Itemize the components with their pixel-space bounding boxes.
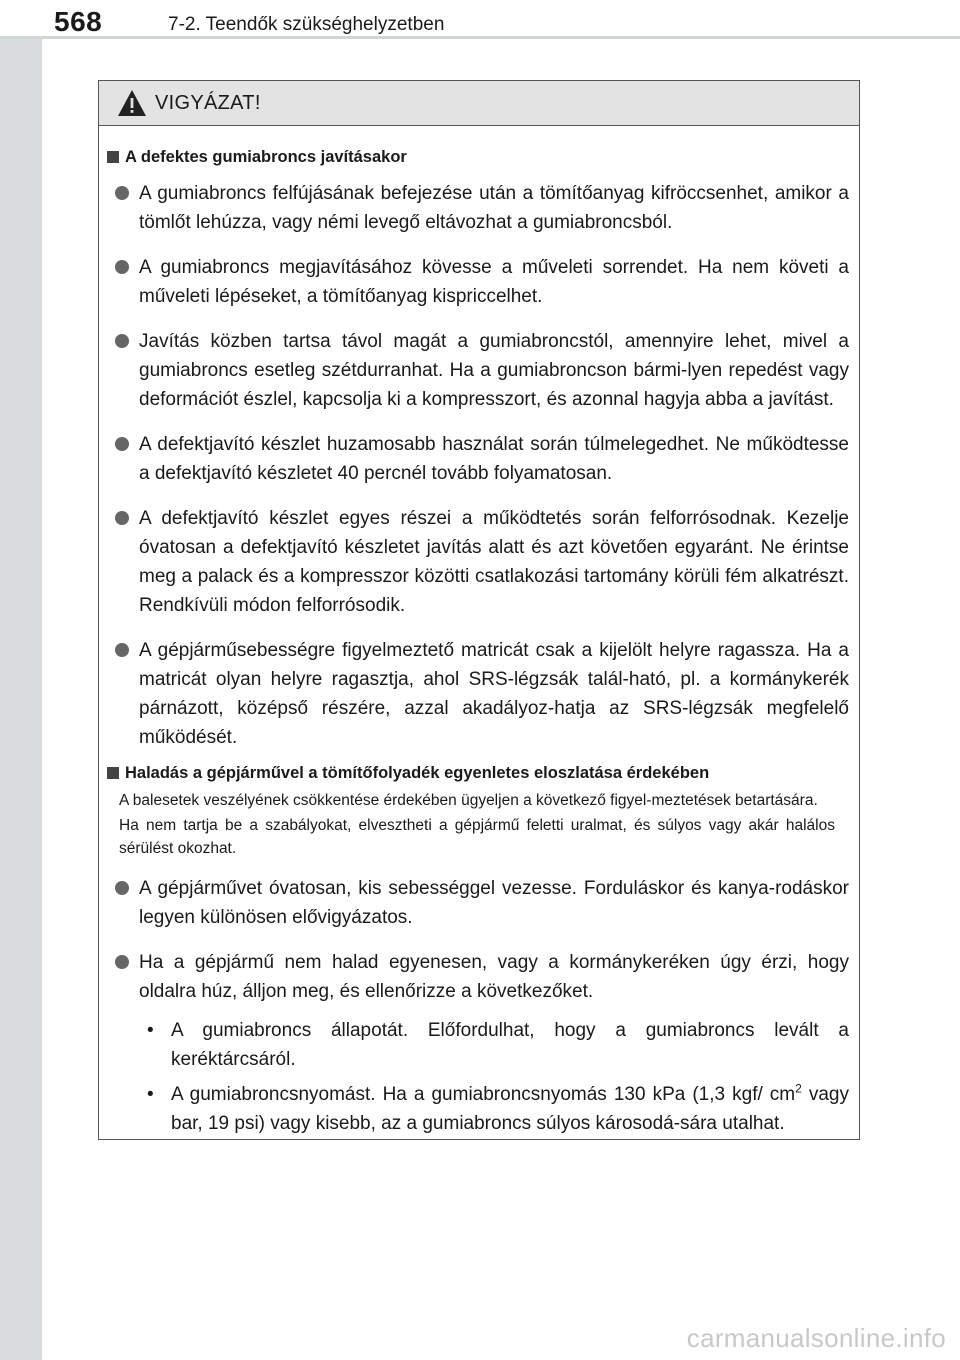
warning-header bbox=[99, 81, 859, 126]
round-bullet-icon bbox=[115, 955, 129, 969]
round-bullet-icon bbox=[115, 881, 129, 895]
list-item bbox=[107, 948, 849, 1006]
subheading-driving bbox=[107, 764, 849, 783]
list-item bbox=[107, 636, 849, 752]
list-item-text: A gumiabroncs felfújásának befejezése után a tömítőanyag kifröccsenhet, amikor a tömlőt lehúzza, vagy némi levegő eltávozhat a gumiabroncsból. bbox=[139, 183, 849, 233]
square-bullet-icon bbox=[107, 767, 119, 779]
round-bullet-icon bbox=[115, 643, 129, 657]
warning-body bbox=[99, 126, 859, 1138]
warning-triangle-icon bbox=[117, 89, 147, 117]
list-item-text: Ha a gépjármű nem halad egyenesen, vagy a kormánykeréken úgy érzi, hogy oldalra húz, álljon meg, és ellenőrizze a következőket. bbox=[139, 952, 849, 1002]
note-text: Ha nem tartja be a szabályokat, elvesztheti a gépjármű feletti uralmat, és súlyos vagy akár halálos sérülést okozhat. bbox=[119, 817, 835, 857]
sub-list-item-text: vagy bar, 19 psi) vagy kisebb, az a gumiabroncs súlyos károsodá-sára utalhat. bbox=[171, 1084, 849, 1134]
list-item-text: A defektjavító készlet egyes részei a működtetés során felforrósodnak. Kezelje óvatosan a defektjavító készletet javítás alatt és azt követően egyaránt. Ne érintse meg a palack és a kompresszor közötti csatlakozási tartomány körüli fém alkatrészt. Rendkívüli módon felforrósodik. bbox=[139, 508, 849, 616]
list-item bbox=[107, 179, 849, 237]
list-item bbox=[107, 327, 849, 414]
superscript: 2 bbox=[795, 1081, 802, 1096]
header-rule bbox=[0, 36, 960, 39]
sub-list-item-text: A gumiabroncs állapotát. Előfordulhat, hogy a gumiabroncs levált a keréktárcsáról. bbox=[171, 1020, 849, 1070]
warning-title: VIGYÁZAT! bbox=[155, 91, 261, 114]
list-item-text: A gépjárművet óvatosan, kis sebességgel vezesse. Forduláskor és kanya-rodáskor legyen különösen elővigyázatos. bbox=[139, 878, 849, 928]
sub-list bbox=[107, 1016, 849, 1138]
round-bullet-icon bbox=[115, 260, 129, 274]
round-bullet-icon bbox=[115, 186, 129, 200]
page-number: 568 bbox=[54, 6, 103, 37]
dot-marker: • bbox=[147, 1020, 154, 1041]
round-bullet-icon bbox=[115, 511, 129, 525]
subheading-text: Haladás a gépjárművel a tömítőfolyadék egyenletes eloszlatása érdekében bbox=[125, 764, 710, 782]
list-item bbox=[107, 504, 849, 620]
list-item-text: A gumiabroncs megjavításához kövesse a műveleti sorrendet. Ha nem követi a műveleti lépéseket, a tömítőanyag kispriccelhet. bbox=[139, 257, 849, 307]
sub-list-item-text: A gumiabroncsnyomást. Ha a gumiabroncsnyomás 130 kPa (1,3 kgf/ cm bbox=[171, 1084, 796, 1105]
subheading-repair bbox=[107, 148, 849, 167]
watermark: carmanualsonline.info bbox=[686, 1323, 946, 1353]
sub-list-item bbox=[147, 1016, 849, 1074]
note-text: A balesetek veszélyének csökkentése érdekében ügyeljen a következő figyel-meztetések betartására. bbox=[119, 792, 818, 809]
header-band bbox=[0, 0, 960, 36]
square-bullet-icon bbox=[107, 151, 119, 163]
note-block bbox=[107, 789, 849, 860]
section-title: 7-2. Teendők szükséghelyzetben bbox=[168, 14, 445, 35]
sub-list-item bbox=[147, 1080, 849, 1138]
round-bullet-icon bbox=[115, 334, 129, 348]
list-item-text: Javítás közben tartsa távol magát a gumiabroncstól, amennyire lehet, mivel a gumiabroncs esetleg szétdurranhat. Ha a gumiabroncson bármi-lyen repedést vagy deformációt észlel, kapcsolja ki a kompresszort, és azonnal hagyja abba a javítást. bbox=[139, 331, 849, 410]
list-item bbox=[107, 253, 849, 311]
list-item-text: A gépjárműsebességre figyelmeztető matricát csak a kijelölt helyre ragassza. Ha a matricát olyan helyre ragasztja, ahol SRS-légzsák talál-ható, pl. a kormánykerék párnázott, középső részére, azzal akadályoz-hatja az SRS-légzsák megfelelő működését. bbox=[139, 640, 849, 748]
list-item bbox=[107, 874, 849, 932]
list-item-text: A defektjavító készlet huzamosabb használat során túlmelegedhet. Ne működtesse a defektjavító készletet 40 percnél tovább folyamatosan. bbox=[139, 434, 849, 484]
round-bullet-icon bbox=[115, 437, 129, 451]
warning-box bbox=[98, 80, 860, 1140]
list-item bbox=[107, 430, 849, 488]
dot-marker: • bbox=[147, 1084, 154, 1105]
side-margin-band bbox=[0, 0, 42, 1360]
subheading-text: A defektes gumiabroncs javításakor bbox=[125, 148, 407, 166]
